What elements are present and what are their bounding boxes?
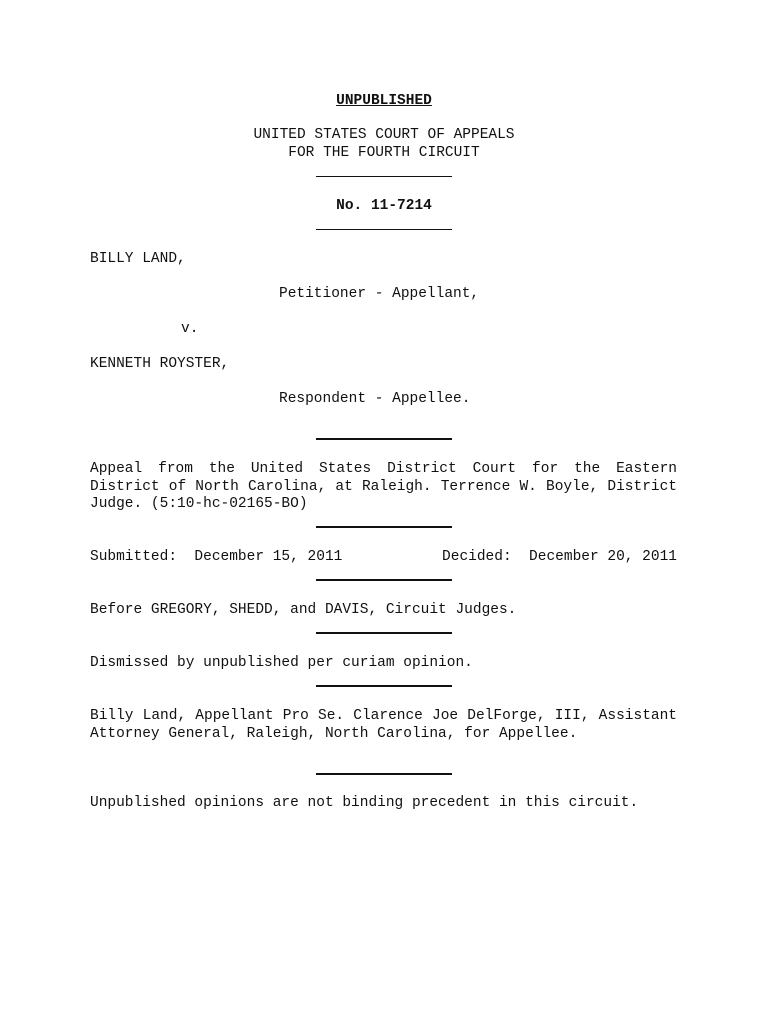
case-number: No. 11-7214 <box>336 198 432 214</box>
versus-label: v. <box>181 321 199 337</box>
divider-rule <box>316 632 452 634</box>
court-name-line2: FOR THE FOURTH CIRCUIT <box>288 145 480 161</box>
court-name-line1: UNITED STATES COURT OF APPEALS <box>253 127 515 143</box>
divider-rule <box>316 579 452 581</box>
respondent-role: Respondent - Appellee. <box>279 391 471 407</box>
submitted-date: Submitted: December 15, 2011 <box>90 549 343 565</box>
divider-rule <box>316 773 452 775</box>
respondent-name: KENNETH ROYSTER, <box>90 356 230 372</box>
dates-row <box>90 549 677 567</box>
divider-rule <box>316 176 452 177</box>
divider-rule <box>316 438 452 440</box>
precedent-note: Unpublished opinions are not binding precedent in this circuit. <box>90 795 639 811</box>
counsel-paragraph: Billy Land, Appellant Pro Se. Clarence Joe DelForge, III, Assistant Attorney General, Raleigh, North Carolina, for Appellee. <box>90 708 677 742</box>
petitioner-name: BILLY LAND, <box>90 251 186 267</box>
divider-rule <box>316 526 452 528</box>
disposition-line: Dismissed by unpublished per curiam opinion. <box>90 655 473 671</box>
appeal-paragraph: Appeal from the United States District Court for the Eastern District of North Carolina, at Raleigh. Terrence W. Boyle, District Judge. (5:10-hc-02165-BO) <box>90 461 677 512</box>
divider-rule <box>316 685 452 687</box>
decided-date: Decided: December 20, 2011 <box>442 549 677 565</box>
panel-line: Before GREGORY, SHEDD, and DAVIS, Circuit Judges. <box>90 602 517 618</box>
petitioner-role: Petitioner - Appellant, <box>279 286 480 302</box>
unpublished-label: UNPUBLISHED <box>336 93 432 109</box>
divider-rule <box>316 229 452 230</box>
